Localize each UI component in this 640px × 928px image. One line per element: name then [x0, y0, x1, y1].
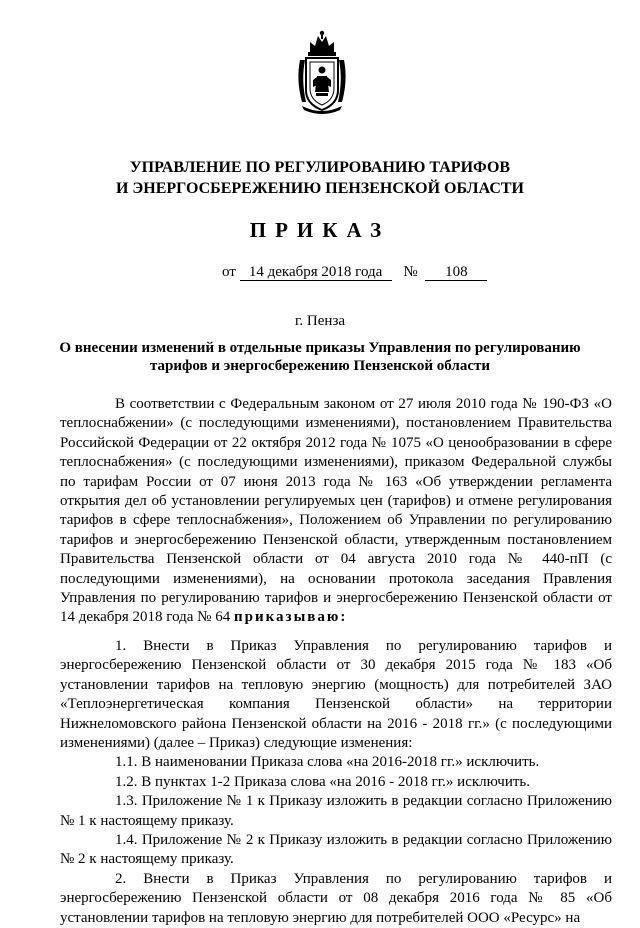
date-number-line: [222, 264, 487, 281]
number-sign: №: [403, 264, 418, 280]
document-subject: О внесении изменений в отдельные приказы Управления по регулированию тарифов и энергосбережению Пензенской области: [59, 340, 581, 374]
coat-of-arms-icon: [296, 30, 348, 114]
org-name-line1: УПРАВЛЕНИЕ ПО РЕГУЛИРОВАНИЮ ТАРИФОВ: [129, 159, 511, 176]
item-1-4: 1.4. Приложение № 2 к Приказу изложить в редакции согласно Приложению № 2 к настоящему приказу.: [60, 831, 612, 868]
item-1-2: 1.2. В пунктах 1-2 Приказа слова «на 2016 - 2018 гг.» исключить.: [115, 773, 530, 790]
item-1-3: 1.3. Приложение № 1 к Приказу изложить в редакции согласно Приложению № 1 к настоящему приказу.: [60, 793, 612, 829]
item-2: 2. Внести в Приказ Управления по регулированию тарифов и энергосбережению Пензенской области от 08 декабря 2016 года № 85 «Об установлении тарифов на тепловую энергию для потребителей ООО «Ресурс» на: [60, 870, 612, 926]
item-1-1: 1.1. В наименовании Приказа слова «на 2016-2018 гг.» исключить.: [115, 754, 540, 771]
date-prefix: от: [222, 264, 236, 280]
preamble-paragraph: [60, 395, 612, 628]
document-type-title: ПРИКАЗ: [249, 218, 391, 242]
preamble-text: В соответствии с Федеральным законом от 27 июля 2010 года № 190-ФЗ «О теплоснабжении» (с последующими изменениями), постановлением Правительства Российской Федерации от 22 октября 2012 года № 1075 «О ценообразовании в сфере теплоснабжения» (с последующими изменениями), приказом Федеральной службы по тарифам России от 07 июня 2013 года № 163 «Об утверждении регламента открытия дел об установлении регулируемых цен (тарифов) и отмене регулирования тарифов в сфере теплоснабжения», Положением об Управлении по регулированию тарифов и энергосбережению Пензенской области, утвержденным постановлением Правительства Пензенской области от 04 августа 2010 года № 440-пП (с последующими изменениями), на основании протокола заседания Правления Управления по регулированию тарифов и энергосбережению Пензенской области от 14 декабря 2018 года № 64: [60, 396, 612, 626]
document-body: [60, 395, 612, 928]
decree-word: приказываю:: [234, 609, 348, 626]
item-1: 1. Внести в Приказ Управления по регулированию тарифов и энергосбережению Пензенской области от 30 декабря 2015 года № 183 «Об установлении тарифов на тепловую энергию (мощность) для потребителей ЗАО «Теплоэнергетическая компания Пензенской области» на территории Нижнеломовского района Пензенской области на 2016 - 2018 гг.» (с последующими изменениями) (далее – Приказ) следующие изменения:: [60, 637, 612, 751]
org-name-line2: И ЭНЕРГОСБЕРЕЖЕНИЮ ПЕНЗЕНСКОЙ ОБЛАСТИ: [115, 180, 524, 197]
document-number: 108: [425, 265, 487, 281]
city: г. Пенза: [294, 313, 346, 329]
document-date: 14 декабря 2018 года: [240, 265, 392, 281]
